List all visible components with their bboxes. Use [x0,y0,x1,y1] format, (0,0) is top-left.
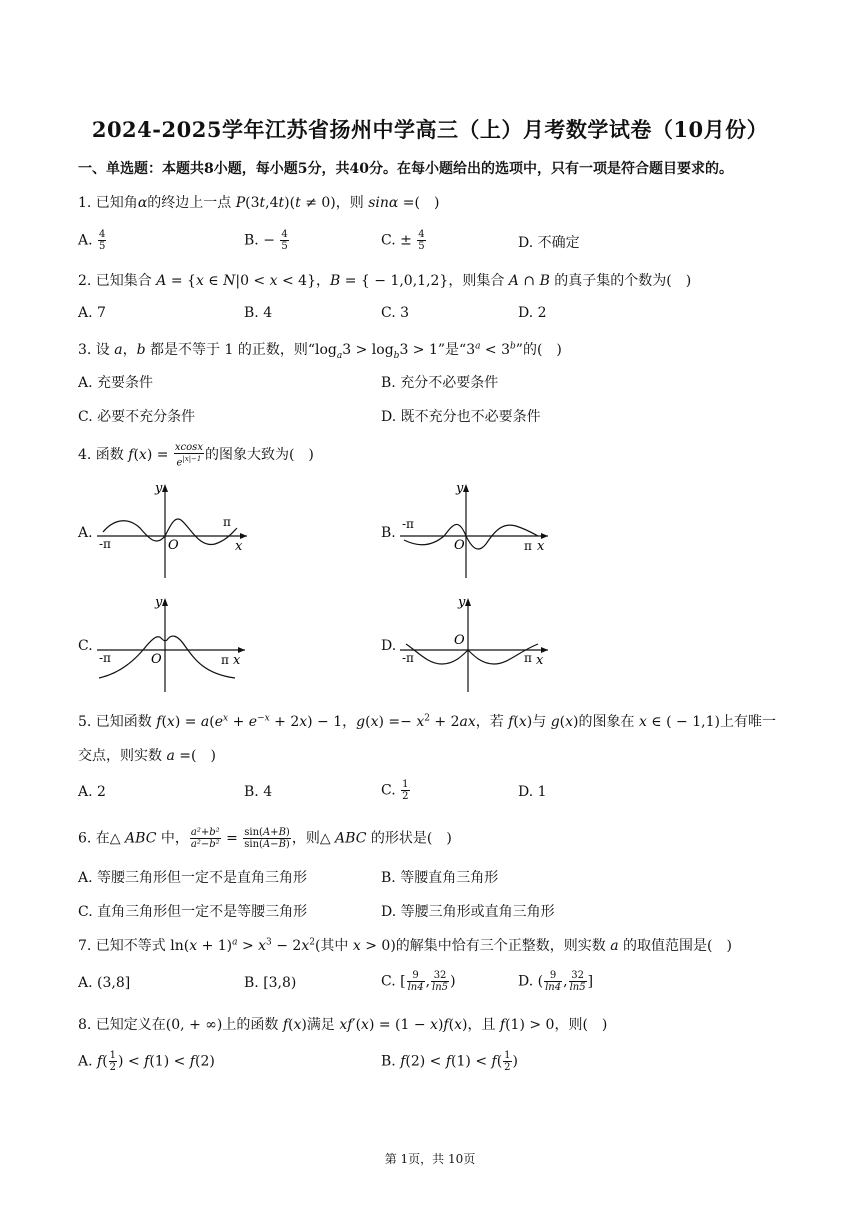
graph-b-curve [404,524,538,549]
graph-b [398,480,558,580]
question-2-option-c[interactable]: C. 3 [381,305,410,321]
neg-pi-label: -π [99,537,111,551]
question-4-option-c[interactable]: C. [78,638,93,654]
pi-label: π [524,651,532,665]
x-label: x [536,653,544,668]
question-2-option-b[interactable]: B. 4 [244,305,273,321]
question-3-option-d[interactable]: D. 既不充分也不必要条件 [381,409,541,425]
x-label: x [537,539,545,554]
question-1-option-c[interactable]: C. ± $\frac{4}{5}$ [381,229,425,252]
neg-pi-label: -π [402,517,414,531]
y-label: y [458,595,466,610]
graph-c-curve [99,636,235,678]
question-3-option-b[interactable]: B. 充分不必要条件 [381,375,499,391]
question-3-stem: 3. 设 a，b 都是不等于 1 的正数，则“$\log_a3 > \log_b3 > 1$”是“$3^a < 3^b$”的( ) [78,341,562,361]
question-5-option-c[interactable]: C. $\frac{1}{2}$ [381,779,409,802]
pi-label: π [223,515,231,529]
page-footer: 第 1页，共 10页 [384,1152,476,1166]
question-7-option-b[interactable]: B. [3,8) [244,975,297,991]
question-8-stem: 8. 已知定义在(0, + ∞)上的函数 f(x)满足 xf′(x) = (1 − x)f(x)，且 f(1) > 0，则( ) [78,1017,608,1033]
pi-label: π [221,653,229,667]
question-6-option-d[interactable]: D. 等腰三角形或直角三角形 [381,904,555,920]
question-8-option-b[interactable]: B. f(2) < f(1) < f( $\frac{1}{2}$ ) [381,1050,519,1073]
question-3-option-c[interactable]: C. 必要不充分条件 [78,409,196,425]
graph-d-curve [406,644,538,664]
question-5-option-a[interactable]: A. 2 [78,784,106,800]
y-axis-arrow [465,598,471,606]
question-7-option-c[interactable]: C. [ $\frac{9}{\ln 4}$ , $\frac{32}{\ln 5}$ ) [381,970,456,993]
question-8-option-a[interactable]: A. f( $\frac{1}{2}$ ) < f(1) < f(2) [78,1050,215,1073]
y-axis-arrow [162,484,168,492]
question-6-option-a[interactable]: A. 等腰三角形但一定不是直角三角形 [78,870,308,886]
question-3-option-a[interactable]: A. 充要条件 [78,375,154,391]
question-6-option-c[interactable]: C. 直角三角形但一定不是等腰三角形 [78,904,308,920]
x-label: x [233,653,241,668]
y-label: y [456,481,464,496]
y-axis-arrow [463,484,469,492]
pi-label: π [524,539,532,553]
question-7-stem: 7. 已知不等式 $\ln(x + 1)^a > x^3 - 2x^2$(其中 x > 0)的解集中恰有三个正整数，则实数 a 的取值范围是( ) [78,937,732,954]
question-1-option-b[interactable]: B. − $\frac{4}{5}$ [244,229,288,252]
neg-pi-label: -π [99,651,111,665]
question-1-stem: 1. 已知角α的终边上一点 P(3t,4t)(t ≠ 0)，则 sinα =( ) [78,195,440,211]
origin-label: O [454,538,465,553]
x-label: x [235,539,243,554]
neg-pi-label: -π [402,651,414,665]
origin-label: O [151,652,162,667]
question-2-option-a[interactable]: A. 7 [78,305,106,321]
graph-c [95,594,255,694]
y-label: y [155,595,163,610]
question-4-option-d[interactable]: D. [381,638,397,654]
question-4-stem: 4. 函数 f(x) = $\frac{xcosx}{e^{|x|-1}}$ 的图象大致为( ) [78,442,314,469]
question-4-option-b[interactable]: B. [381,525,396,541]
section-heading: 一、单选题：本题共8小题，每小题5分，共40分。在每小题给出的选项中，只有一项是符合题目要求的。 [78,161,733,177]
origin-label: O [454,633,465,648]
page-title: 2024-2025学年江苏省扬州中学高三（上）月考数学试卷（10月份） [91,117,769,142]
origin-label: O [168,538,179,553]
question-5-option-b[interactable]: B. 4 [244,784,273,800]
question-5-stem-cont: 交点，则实数 a =( ) [78,748,216,764]
question-1-option-d[interactable]: D. 不确定 [518,235,580,251]
question-5-stem: 5. 已知函数 $f(x) = a(e^x + e^{-x} + 2x) - 1$，$g(x) =- x^2 + 2ax$，若 f(x)与 g(x)的图象在 x ∈ ( − 1,1)上有唯一 [78,713,776,730]
question-6-option-b[interactable]: B. 等腰直角三角形 [381,870,499,886]
graph-a [95,480,255,580]
question-7-option-a[interactable]: A. (3,8] [78,975,131,991]
y-label: y [155,481,163,496]
question-1-option-a[interactable]: A. $\frac{4}{5}$ [78,229,106,252]
question-4-option-a[interactable]: A. [78,525,93,541]
question-7-option-d[interactable]: D. ( $\frac{9}{\ln 4}$ , $\frac{32}{\ln 5}$ ] [518,970,594,993]
question-2-stem: 2. 已知集合 A = {x ∈ N|0 < x < 4}，B = { − 1,0,1,2}，则集合 A ∩ B 的真子集的个数为( ) [78,273,692,289]
y-axis-arrow [162,598,168,606]
question-5-option-d[interactable]: D. 1 [518,784,547,800]
graph-d [398,594,558,694]
question-2-option-d[interactable]: D. 2 [518,305,547,321]
question-6-stem: 6. 在△ ABC 中， $\frac{\text{a²+b²}}{\text{a²−b²}}$ = $\frac{\sin(A+B)}{\sin(A-B)}$ ，则△ ABC 的形状是( ) [78,827,452,850]
